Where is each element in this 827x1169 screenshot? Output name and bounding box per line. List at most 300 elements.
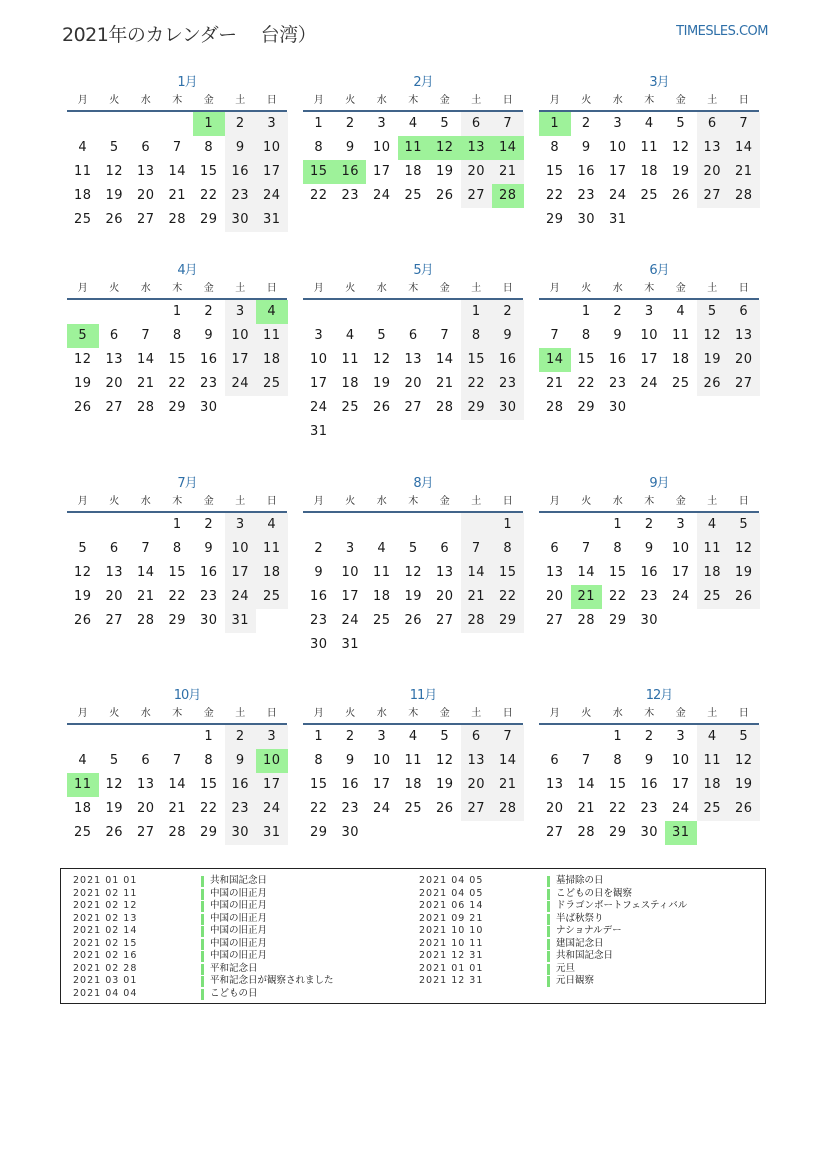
day-cell[interactable]: 15 [492, 561, 524, 585]
day-cell[interactable]: 27 [728, 372, 760, 396]
day-cell[interactable]: 2 [204, 304, 214, 319]
day-cell[interactable]: 26 [73, 400, 92, 415]
day-cell[interactable]: 7 [728, 112, 760, 136]
day-cell[interactable]: 5 [377, 328, 387, 343]
day-cell[interactable]: 19 [728, 561, 760, 585]
day-cell[interactable]: 29 [168, 613, 187, 628]
day-cell[interactable]: 31 [608, 212, 627, 227]
day-cell[interactable]: 30 [577, 212, 596, 227]
day-cell[interactable]: 17 [608, 164, 627, 179]
day-cell[interactable]: 21 [136, 376, 155, 391]
day-cell[interactable]: 21 [168, 188, 187, 203]
day-cell[interactable]: 18 [256, 348, 288, 372]
day-cell[interactable]: 25 [256, 585, 288, 609]
day-cell[interactable]: 2 [492, 300, 524, 324]
day-cell[interactable]: 9 [345, 753, 355, 768]
day-cell[interactable]: 12 [73, 565, 92, 580]
day-cell[interactable]: 8 [172, 328, 182, 343]
day-cell[interactable]: 3 [225, 300, 257, 324]
day-cell[interactable]: 27 [105, 400, 124, 415]
day-cell[interactable]: 6 [408, 328, 418, 343]
day-cell[interactable]: 31 [225, 609, 257, 633]
day-cell[interactable]: 3 [676, 517, 686, 532]
day-cell[interactable]: 29 [461, 396, 493, 420]
day-cell[interactable]: 7 [141, 328, 151, 343]
day-cell[interactable]: 17 [372, 164, 391, 179]
day-cell[interactable]: 5 [67, 324, 99, 348]
day-cell[interactable]: 23 [341, 801, 360, 816]
day-cell[interactable]: 10 [256, 749, 288, 773]
day-cell[interactable]: 19 [372, 376, 391, 391]
day-cell[interactable]: 30 [608, 400, 627, 415]
day-cell[interactable]: 21 [168, 801, 187, 816]
day-cell[interactable]: 6 [728, 300, 760, 324]
day-cell[interactable]: 25 [73, 212, 92, 227]
day-cell[interactable]: 26 [105, 825, 124, 840]
day-cell[interactable]: 9 [225, 749, 257, 773]
day-cell[interactable]: 26 [404, 613, 423, 628]
day-cell[interactable]: 1 [204, 729, 214, 744]
day-cell[interactable]: 27 [136, 212, 155, 227]
day-cell[interactable]: 29 [199, 212, 218, 227]
day-cell[interactable]: 14 [435, 352, 454, 367]
day-cell[interactable]: 1 [613, 729, 623, 744]
day-cell[interactable]: 13 [136, 164, 155, 179]
day-cell[interactable]: 19 [435, 777, 454, 792]
day-cell[interactable]: 30 [640, 825, 659, 840]
day-cell[interactable]: 13 [545, 565, 564, 580]
day-cell[interactable]: 29 [199, 825, 218, 840]
day-cell[interactable]: 6 [461, 112, 493, 136]
day-cell[interactable]: 11 [640, 140, 659, 155]
day-cell[interactable]: 11 [671, 328, 690, 343]
day-cell[interactable]: 27 [404, 400, 423, 415]
day-cell[interactable]: 6 [109, 541, 119, 556]
day-cell[interactable]: 3 [613, 116, 623, 131]
day-cell[interactable]: 23 [640, 589, 659, 604]
day-cell[interactable]: 17 [225, 561, 257, 585]
day-cell[interactable]: 23 [199, 589, 218, 604]
day-cell[interactable]: 10 [341, 565, 360, 580]
day-cell[interactable]: 12 [105, 164, 124, 179]
day-cell[interactable]: 16 [577, 164, 596, 179]
day-cell[interactable]: 28 [545, 400, 564, 415]
day-cell[interactable]: 12 [404, 565, 423, 580]
brand-logo[interactable]: TIMESLES.COM [676, 24, 768, 39]
day-cell[interactable]: 20 [545, 801, 564, 816]
day-cell[interactable]: 15 [608, 565, 627, 580]
day-cell[interactable]: 2 [644, 517, 654, 532]
day-cell[interactable]: 4 [256, 513, 288, 537]
day-cell[interactable]: 22 [199, 801, 218, 816]
day-cell[interactable]: 13 [435, 565, 454, 580]
day-cell[interactable]: 29 [608, 825, 627, 840]
day-cell[interactable]: 10 [372, 753, 391, 768]
day-cell[interactable]: 22 [168, 589, 187, 604]
day-cell[interactable]: 15 [577, 352, 596, 367]
day-cell[interactable]: 22 [199, 188, 218, 203]
day-cell[interactable]: 30 [199, 613, 218, 628]
day-cell[interactable]: 21 [492, 773, 524, 797]
day-cell[interactable]: 23 [309, 613, 328, 628]
day-cell[interactable]: 28 [168, 825, 187, 840]
day-cell[interactable]: 2 [581, 116, 591, 131]
day-cell[interactable]: 2 [345, 729, 355, 744]
day-cell[interactable]: 24 [309, 400, 328, 415]
day-cell[interactable]: 13 [461, 136, 493, 160]
day-cell[interactable]: 9 [204, 328, 214, 343]
day-cell[interactable]: 17 [256, 773, 288, 797]
day-cell[interactable]: 24 [341, 613, 360, 628]
day-cell[interactable]: 15 [303, 160, 335, 184]
day-cell[interactable]: 4 [78, 753, 88, 768]
day-cell[interactable]: 4 [697, 513, 729, 537]
day-cell[interactable]: 25 [697, 797, 729, 821]
day-cell[interactable]: 17 [225, 348, 257, 372]
day-cell[interactable]: 10 [671, 753, 690, 768]
day-cell[interactable]: 7 [172, 753, 182, 768]
day-cell[interactable]: 15 [461, 348, 493, 372]
day-cell[interactable]: 22 [309, 188, 328, 203]
day-cell[interactable]: 13 [461, 749, 493, 773]
day-cell[interactable]: 10 [640, 328, 659, 343]
day-cell[interactable]: 8 [581, 328, 591, 343]
day-cell[interactable]: 14 [577, 777, 596, 792]
day-cell[interactable]: 15 [309, 777, 328, 792]
day-cell[interactable]: 1 [172, 304, 182, 319]
day-cell[interactable]: 27 [136, 825, 155, 840]
day-cell[interactable]: 4 [377, 541, 387, 556]
day-cell[interactable]: 18 [671, 352, 690, 367]
day-cell[interactable]: 17 [671, 565, 690, 580]
day-cell[interactable]: 9 [225, 136, 257, 160]
day-cell[interactable]: 10 [309, 352, 328, 367]
day-cell[interactable]: 11 [256, 537, 288, 561]
day-cell[interactable]: 16 [640, 777, 659, 792]
day-cell[interactable]: 25 [671, 376, 690, 391]
day-cell[interactable]: 14 [136, 352, 155, 367]
day-cell[interactable]: 20 [105, 376, 124, 391]
day-cell[interactable]: 11 [404, 753, 423, 768]
day-cell[interactable]: 20 [136, 188, 155, 203]
day-cell[interactable]: 5 [728, 725, 760, 749]
day-cell[interactable]: 15 [168, 352, 187, 367]
day-cell[interactable]: 25 [341, 400, 360, 415]
day-cell[interactable]: 24 [608, 188, 627, 203]
day-cell[interactable]: 22 [309, 801, 328, 816]
day-cell[interactable]: 6 [141, 140, 151, 155]
day-cell[interactable]: 24 [640, 376, 659, 391]
day-cell[interactable]: 27 [545, 825, 564, 840]
day-cell[interactable]: 27 [435, 613, 454, 628]
day-cell[interactable]: 22 [608, 589, 627, 604]
day-cell[interactable]: 31 [309, 424, 328, 439]
day-cell[interactable]: 1 [539, 112, 571, 136]
day-cell[interactable]: 21 [728, 160, 760, 184]
day-cell[interactable]: 8 [461, 324, 493, 348]
day-cell[interactable]: 5 [440, 729, 450, 744]
day-cell[interactable]: 19 [105, 188, 124, 203]
day-cell[interactable]: 14 [168, 777, 187, 792]
day-cell[interactable]: 22 [577, 376, 596, 391]
day-cell[interactable]: 6 [440, 541, 450, 556]
day-cell[interactable]: 28 [728, 184, 760, 208]
day-cell[interactable]: 27 [461, 797, 493, 821]
day-cell[interactable]: 8 [550, 140, 560, 155]
day-cell[interactable]: 4 [345, 328, 355, 343]
day-cell[interactable]: 6 [697, 112, 729, 136]
day-cell[interactable]: 20 [461, 160, 493, 184]
day-cell[interactable]: 25 [256, 372, 288, 396]
day-cell[interactable]: 25 [73, 825, 92, 840]
day-cell[interactable]: 28 [435, 400, 454, 415]
day-cell[interactable]: 22 [492, 585, 524, 609]
day-cell[interactable]: 20 [136, 801, 155, 816]
day-cell[interactable]: 1 [461, 300, 493, 324]
day-cell[interactable]: 7 [581, 753, 591, 768]
day-cell[interactable]: 9 [613, 328, 623, 343]
day-cell[interactable]: 14 [539, 348, 571, 372]
day-cell[interactable]: 9 [204, 541, 214, 556]
day-cell[interactable]: 16 [640, 565, 659, 580]
day-cell[interactable]: 13 [136, 777, 155, 792]
day-cell[interactable]: 12 [429, 136, 461, 160]
day-cell[interactable]: 3 [377, 729, 387, 744]
day-cell[interactable]: 19 [105, 801, 124, 816]
day-cell[interactable]: 11 [73, 164, 92, 179]
day-cell[interactable]: 6 [550, 541, 560, 556]
day-cell[interactable]: 20 [728, 348, 760, 372]
day-cell[interactable]: 18 [404, 777, 423, 792]
day-cell[interactable]: 8 [613, 541, 623, 556]
day-cell[interactable]: 30 [225, 821, 257, 845]
day-cell[interactable]: 23 [492, 372, 524, 396]
day-cell[interactable]: 25 [404, 801, 423, 816]
day-cell[interactable]: 7 [141, 541, 151, 556]
day-cell[interactable]: 20 [697, 160, 729, 184]
day-cell[interactable]: 27 [105, 613, 124, 628]
day-cell[interactable]: 23 [225, 797, 257, 821]
day-cell[interactable]: 15 [545, 164, 564, 179]
day-cell[interactable]: 29 [309, 825, 328, 840]
day-cell[interactable]: 28 [168, 212, 187, 227]
day-cell[interactable]: 6 [109, 328, 119, 343]
day-cell[interactable]: 15 [608, 777, 627, 792]
day-cell[interactable]: 21 [577, 801, 596, 816]
day-cell[interactable]: 18 [341, 376, 360, 391]
day-cell[interactable]: 12 [728, 749, 760, 773]
day-cell[interactable]: 5 [78, 541, 88, 556]
day-cell[interactable]: 16 [199, 352, 218, 367]
day-cell[interactable]: 22 [608, 801, 627, 816]
day-cell[interactable]: 18 [73, 188, 92, 203]
day-cell[interactable]: 12 [372, 352, 391, 367]
day-cell[interactable]: 26 [697, 372, 729, 396]
day-cell[interactable]: 13 [728, 324, 760, 348]
day-cell[interactable]: 2 [314, 541, 324, 556]
day-cell[interactable]: 30 [199, 400, 218, 415]
day-cell[interactable]: 29 [168, 400, 187, 415]
day-cell[interactable]: 11 [697, 537, 729, 561]
day-cell[interactable]: 3 [676, 729, 686, 744]
day-cell[interactable]: 12 [73, 352, 92, 367]
day-cell[interactable]: 21 [435, 376, 454, 391]
day-cell[interactable]: 18 [73, 801, 92, 816]
day-cell[interactable]: 20 [435, 589, 454, 604]
day-cell[interactable]: 12 [671, 140, 690, 155]
day-cell[interactable]: 27 [697, 184, 729, 208]
day-cell[interactable]: 24 [225, 585, 257, 609]
day-cell[interactable]: 24 [256, 184, 288, 208]
day-cell[interactable]: 1 [193, 112, 225, 136]
day-cell[interactable]: 13 [404, 352, 423, 367]
day-cell[interactable]: 26 [728, 585, 760, 609]
day-cell[interactable]: 3 [377, 116, 387, 131]
day-cell[interactable]: 7 [550, 328, 560, 343]
day-cell[interactable]: 16 [335, 160, 367, 184]
day-cell[interactable]: 16 [309, 589, 328, 604]
day-cell[interactable]: 10 [225, 324, 257, 348]
day-cell[interactable]: 24 [225, 372, 257, 396]
day-cell[interactable]: 15 [199, 164, 218, 179]
day-cell[interactable]: 20 [404, 376, 423, 391]
day-cell[interactable]: 14 [461, 561, 493, 585]
day-cell[interactable]: 4 [408, 729, 418, 744]
day-cell[interactable]: 4 [78, 140, 88, 155]
day-cell[interactable]: 17 [640, 352, 659, 367]
day-cell[interactable]: 1 [613, 517, 623, 532]
day-cell[interactable]: 18 [640, 164, 659, 179]
day-cell[interactable]: 5 [109, 140, 119, 155]
day-cell[interactable]: 9 [492, 324, 524, 348]
day-cell[interactable]: 10 [608, 140, 627, 155]
day-cell[interactable]: 8 [204, 753, 214, 768]
day-cell[interactable]: 3 [314, 328, 324, 343]
day-cell[interactable]: 7 [172, 140, 182, 155]
day-cell[interactable]: 26 [671, 188, 690, 203]
day-cell[interactable]: 2 [225, 725, 257, 749]
day-cell[interactable]: 9 [644, 753, 654, 768]
day-cell[interactable]: 14 [728, 136, 760, 160]
day-cell[interactable]: 13 [545, 777, 564, 792]
day-cell[interactable]: 9 [345, 140, 355, 155]
day-cell[interactable]: 30 [492, 396, 524, 420]
day-cell[interactable]: 7 [440, 328, 450, 343]
day-cell[interactable]: 9 [581, 140, 591, 155]
day-cell[interactable]: 29 [577, 400, 596, 415]
day-cell[interactable]: 13 [697, 136, 729, 160]
day-cell[interactable]: 29 [545, 212, 564, 227]
day-cell[interactable]: 3 [345, 541, 355, 556]
day-cell[interactable]: 21 [545, 376, 564, 391]
day-cell[interactable]: 19 [697, 348, 729, 372]
day-cell[interactable]: 8 [204, 140, 214, 155]
day-cell[interactable]: 14 [577, 565, 596, 580]
day-cell[interactable]: 3 [256, 112, 288, 136]
day-cell[interactable]: 28 [492, 797, 524, 821]
day-cell[interactable]: 20 [105, 589, 124, 604]
day-cell[interactable]: 16 [225, 773, 257, 797]
day-cell[interactable]: 1 [492, 513, 524, 537]
day-cell[interactable]: 2 [345, 116, 355, 131]
day-cell[interactable]: 16 [225, 160, 257, 184]
day-cell[interactable]: 5 [408, 541, 418, 556]
day-cell[interactable]: 14 [492, 749, 524, 773]
day-cell[interactable]: 10 [256, 136, 288, 160]
day-cell[interactable]: 12 [105, 777, 124, 792]
day-cell[interactable]: 8 [172, 541, 182, 556]
day-cell[interactable]: 18 [404, 164, 423, 179]
day-cell[interactable]: 28 [577, 613, 596, 628]
day-cell[interactable]: 8 [314, 140, 324, 155]
day-cell[interactable]: 14 [136, 565, 155, 580]
day-cell[interactable]: 7 [461, 537, 493, 561]
day-cell[interactable]: 17 [341, 589, 360, 604]
day-cell[interactable]: 21 [571, 585, 603, 609]
day-cell[interactable]: 28 [136, 400, 155, 415]
day-cell[interactable]: 19 [404, 589, 423, 604]
day-cell[interactable]: 12 [728, 537, 760, 561]
day-cell[interactable]: 22 [545, 188, 564, 203]
day-cell[interactable]: 26 [435, 801, 454, 816]
day-cell[interactable]: 5 [109, 753, 119, 768]
day-cell[interactable]: 29 [608, 613, 627, 628]
day-cell[interactable]: 12 [435, 753, 454, 768]
day-cell[interactable]: 11 [697, 749, 729, 773]
day-cell[interactable]: 25 [404, 188, 423, 203]
day-cell[interactable]: 17 [309, 376, 328, 391]
day-cell[interactable]: 24 [671, 801, 690, 816]
day-cell[interactable]: 28 [136, 613, 155, 628]
day-cell[interactable]: 2 [644, 729, 654, 744]
day-cell[interactable]: 25 [640, 188, 659, 203]
day-cell[interactable]: 7 [581, 541, 591, 556]
day-cell[interactable]: 30 [225, 208, 257, 232]
day-cell[interactable]: 31 [665, 821, 697, 845]
day-cell[interactable]: 18 [697, 773, 729, 797]
day-cell[interactable]: 30 [640, 613, 659, 628]
day-cell[interactable]: 17 [256, 160, 288, 184]
day-cell[interactable]: 3 [644, 304, 654, 319]
day-cell[interactable]: 30 [341, 825, 360, 840]
day-cell[interactable]: 22 [168, 376, 187, 391]
day-cell[interactable]: 8 [613, 753, 623, 768]
day-cell[interactable]: 19 [435, 164, 454, 179]
day-cell[interactable]: 4 [697, 725, 729, 749]
day-cell[interactable]: 4 [644, 116, 654, 131]
day-cell[interactable]: 23 [341, 188, 360, 203]
day-cell[interactable]: 28 [577, 825, 596, 840]
day-cell[interactable]: 13 [105, 352, 124, 367]
day-cell[interactable]: 24 [256, 797, 288, 821]
day-cell[interactable]: 11 [256, 324, 288, 348]
day-cell[interactable]: 21 [461, 585, 493, 609]
day-cell[interactable]: 4 [676, 304, 686, 319]
day-cell[interactable]: 28 [492, 184, 524, 208]
day-cell[interactable]: 31 [256, 208, 288, 232]
day-cell[interactable]: 18 [372, 589, 391, 604]
day-cell[interactable]: 2 [225, 112, 257, 136]
day-cell[interactable]: 21 [136, 589, 155, 604]
day-cell[interactable]: 22 [461, 372, 493, 396]
day-cell[interactable]: 25 [372, 613, 391, 628]
day-cell[interactable]: 16 [341, 777, 360, 792]
day-cell[interactable]: 26 [105, 212, 124, 227]
day-cell[interactable]: 8 [492, 537, 524, 561]
day-cell[interactable]: 25 [697, 585, 729, 609]
day-cell[interactable]: 27 [461, 184, 493, 208]
day-cell[interactable]: 10 [372, 140, 391, 155]
